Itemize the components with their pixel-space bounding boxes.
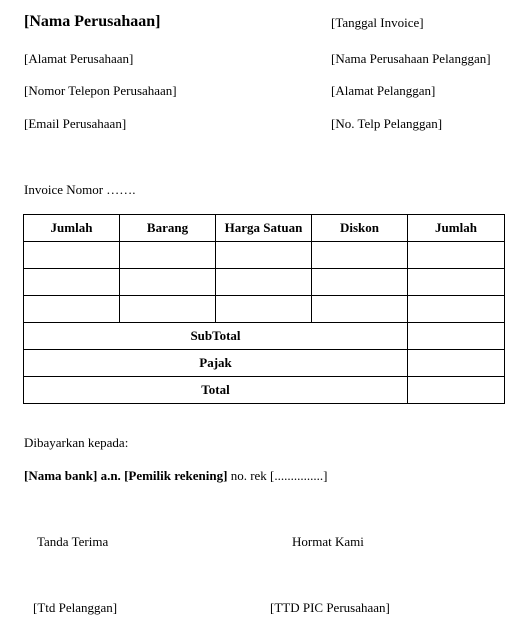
column-header: Barang xyxy=(120,215,216,242)
receipt-label: Tanda Terima xyxy=(37,534,109,549)
table-cell xyxy=(216,296,312,323)
table-cell xyxy=(216,269,312,296)
customer-address: [Alamat Pelanggan] xyxy=(331,83,436,98)
column-header: Jumlah xyxy=(408,215,505,242)
company-email: [Email Perusahaan] xyxy=(24,116,127,131)
payment-details xyxy=(24,468,327,484)
table-cell xyxy=(216,242,312,269)
customer-company: [Nama Perusahaan Pelanggan] xyxy=(331,51,491,66)
bank-name: [Nama bank] xyxy=(24,468,98,483)
invoice-date: [Tanggal Invoice] xyxy=(331,15,424,30)
invoice-table xyxy=(23,214,505,404)
regards-label: Hormat Kami xyxy=(292,534,364,549)
column-header: Jumlah xyxy=(24,215,120,242)
table-row xyxy=(24,269,505,296)
table-cell xyxy=(120,269,216,296)
account-number: no. rek [...............] xyxy=(227,468,328,483)
company-address: [Alamat Perusahaan] xyxy=(24,51,134,66)
tax-label: Pajak xyxy=(24,350,408,377)
an-text: a.n. xyxy=(97,468,125,483)
total-label: Total xyxy=(24,377,408,404)
company-phone: [Nomor Telepon Perusahaan] xyxy=(24,83,177,98)
customer-phone: [No. Telp Pelanggan] xyxy=(331,116,443,131)
table-cell xyxy=(312,242,408,269)
table-cell xyxy=(24,242,120,269)
tax-row xyxy=(24,350,505,377)
table-cell xyxy=(408,242,505,269)
table-cell xyxy=(408,269,505,296)
subtotal-label: SubTotal xyxy=(24,323,408,350)
table-cell xyxy=(312,269,408,296)
table-row xyxy=(24,296,505,323)
company-name: [Nama Perusahaan] xyxy=(24,13,161,30)
table-cell xyxy=(408,296,505,323)
table-cell xyxy=(24,296,120,323)
customer-signature: [Ttd Pelanggan] xyxy=(33,600,118,615)
payment-intro: Dibayarkan kepada: xyxy=(24,435,129,450)
column-header: Diskon xyxy=(312,215,408,242)
subtotal-row xyxy=(24,323,505,350)
table-cell xyxy=(120,242,216,269)
table-cell xyxy=(24,269,120,296)
invoice-number: Invoice Nomor ……. xyxy=(24,182,136,197)
company-signature: [TTD PIC Perusahaan] xyxy=(270,600,390,615)
subtotal-value xyxy=(408,323,505,350)
table-cell xyxy=(312,296,408,323)
table-row xyxy=(24,242,505,269)
account-owner: [Pemilik rekening] xyxy=(124,468,228,483)
table-cell xyxy=(120,296,216,323)
table-header-row xyxy=(24,215,505,242)
tax-value xyxy=(408,350,505,377)
total-row xyxy=(24,377,505,404)
column-header: Harga Satuan xyxy=(216,215,312,242)
total-value xyxy=(408,377,505,404)
